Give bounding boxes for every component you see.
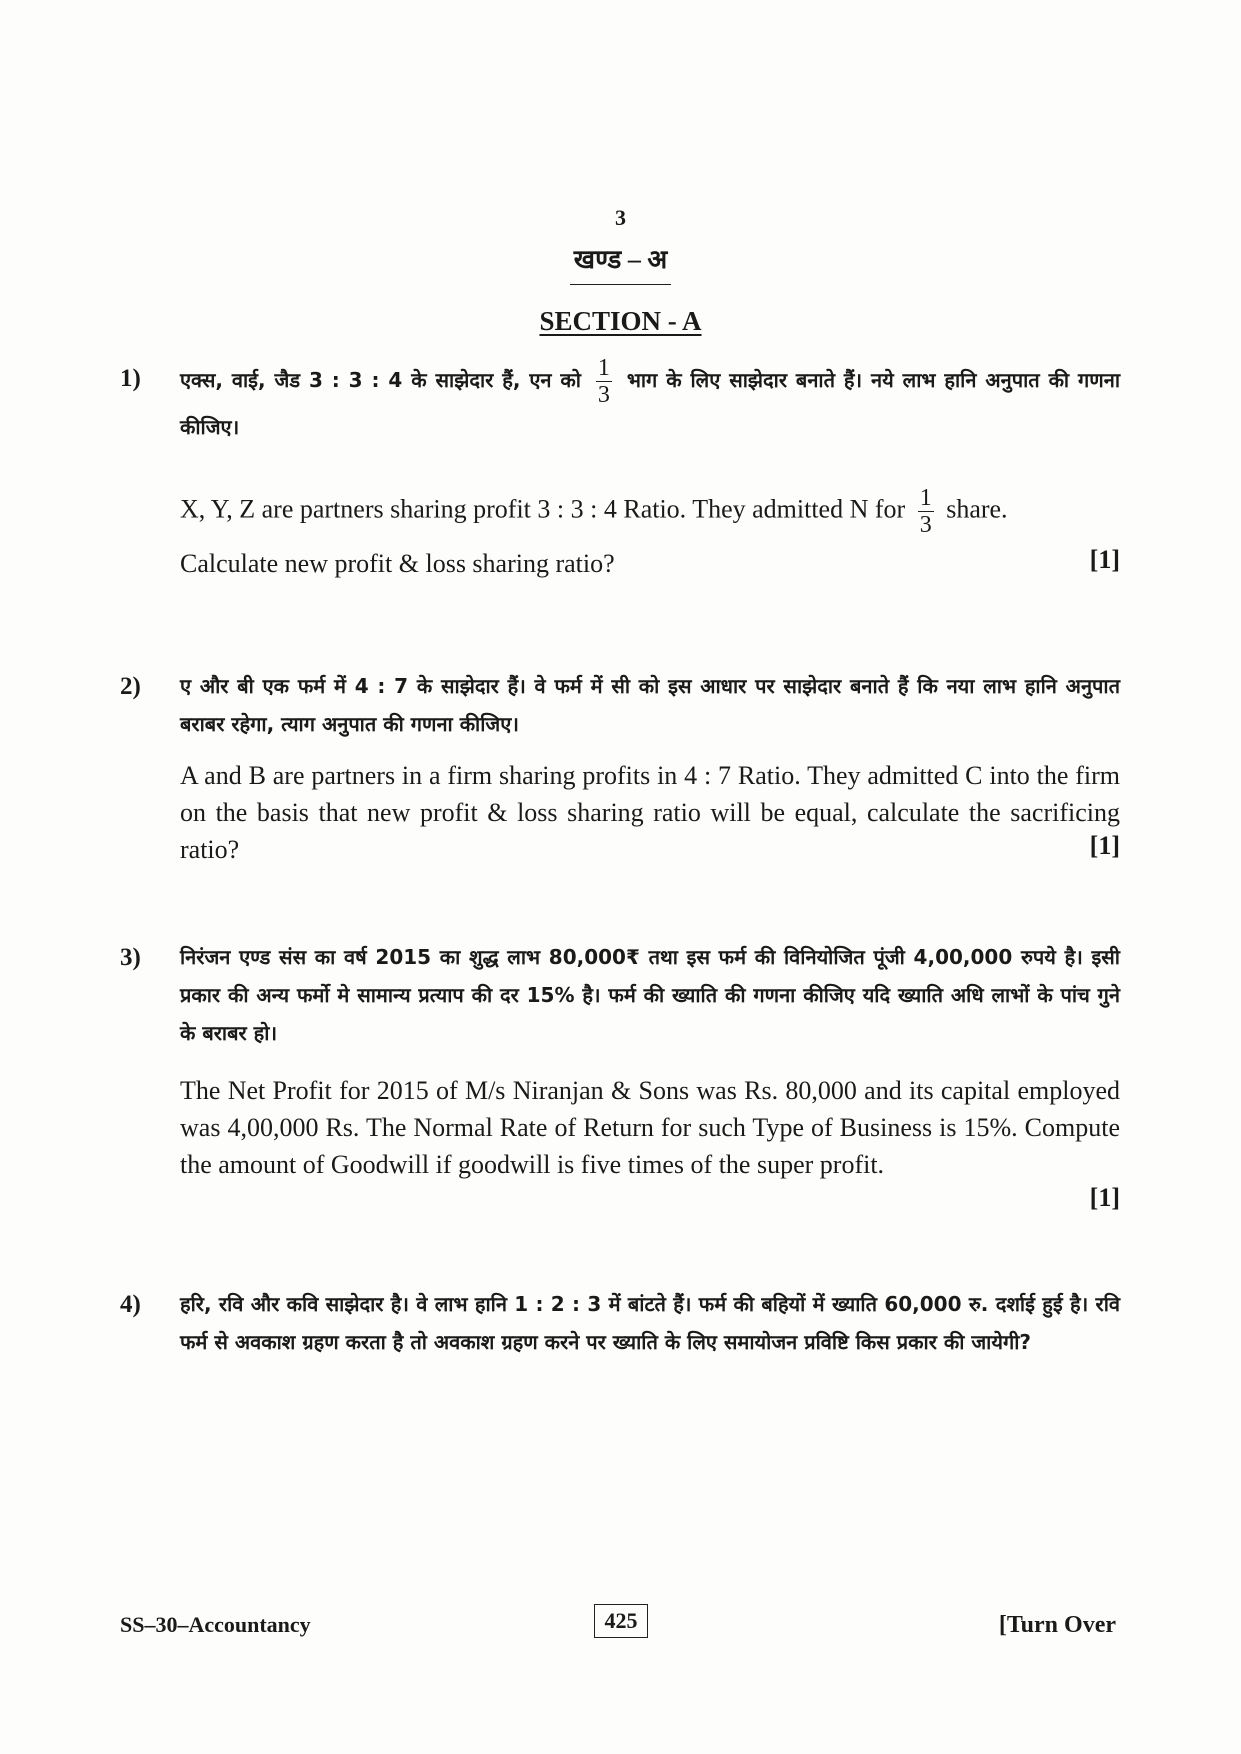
question-number: 4) (120, 1291, 141, 1318)
marks: [1] (1089, 545, 1120, 574)
marks: [1] (1089, 1183, 1120, 1212)
question-hindi: हरि, रवि और कवि साझेदार है। वे लाभ हानि 1 : 2 : 3 में बांटते हैं। फर्म की बहियों में ख्याति 60,000 रु. दर्शाई हुई है। रवि फर्म से अवकाश ग्रहण करता है तो अवकाश ग्रहण करने पर ख्याति के लिए समायोजन प्रविष्टि किस प्रकार की जायेगी? (180, 1292, 1120, 1354)
english-text-start: X, Y, Z are partners sharing profit 3 : 3 : 4 Ratio. They admitted N for (180, 494, 906, 524)
khand-label: खण्ड – अ (570, 240, 671, 285)
paper-code: SS–30–Accountancy (120, 1612, 311, 1637)
turn-over-label: [Turn Over (998, 1612, 1116, 1638)
section-heading-english (0, 306, 1241, 337)
english-text-end: share. (946, 494, 1008, 524)
question-hindi (180, 355, 1120, 446)
question-number: 1) (120, 365, 141, 392)
section-heading-hindi (0, 240, 1241, 285)
question-english: The Net Profit for 2015 of M/s Niranjan & Sons was Rs. 80,000 and its capital employed was 4,00,000 Rs. The Normal Rate of Return for such Type of Business is 15%. Compute the amount of Goodwill if goodwill is five times of the super profit. (180, 1076, 1120, 1179)
question-number: 3) (120, 944, 141, 971)
page-number-box: 425 (594, 1604, 648, 1638)
marks: [1] (1089, 831, 1120, 860)
question-english: A and B are partners in a firm sharing profits in 4 : 7 Ratio. They admitted C into the firm on the basis that new profit & loss sharing ratio will be equal, calculate the sacrificing ratio? (180, 761, 1120, 864)
question-english-line2: Calculate new profit & loss sharing ratio? (180, 549, 615, 578)
page-top-number: 3 (615, 205, 626, 230)
fraction-denominator: 3 (597, 382, 610, 408)
question-english (180, 485, 1120, 538)
hindi-text-start: एक्स, वाई, जैड 3 : 3 : 4 के साझेदार हैं, एन को (180, 368, 581, 392)
question-hindi: ए और बी एक फर्म में 4 : 7 के साझेदार हैं। वे फर्म में सी को इस आधार पर साझेदार बनाते हैं कि नया लाभ हानि अनुपात बराबर रहेगा, त्याग अनुपात की गणना कीजिए। (180, 674, 1120, 736)
section-label: SECTION - A (539, 306, 702, 336)
fraction (918, 485, 934, 538)
hindi-text-end: भाग के लिए साझेदार बनाते हैं। नये लाभ हानि अनुपात की गणना कीजिए। (180, 368, 1121, 439)
question-number: 2) (120, 673, 141, 700)
fraction-numerator: 1 (919, 485, 932, 511)
question-hindi: निरंजन एण्ड संस का वर्ष 2015 का शुद्ध लाभ 80,000₹ तथा इस फर्म की विनियोजित पूंजी 4,00,000 रुपये है। इसी प्रकार की अन्य फर्मो मे सामान्य प्रत्याप की दर 15% है। फर्म की ख्याति की गणना कीजिए यदि ख्याति अधि लाभों के पांच गुने के बराबर हो। (180, 945, 1120, 1045)
fraction (596, 355, 612, 408)
fraction-numerator: 1 (597, 355, 610, 381)
fraction-denominator: 3 (919, 512, 932, 538)
